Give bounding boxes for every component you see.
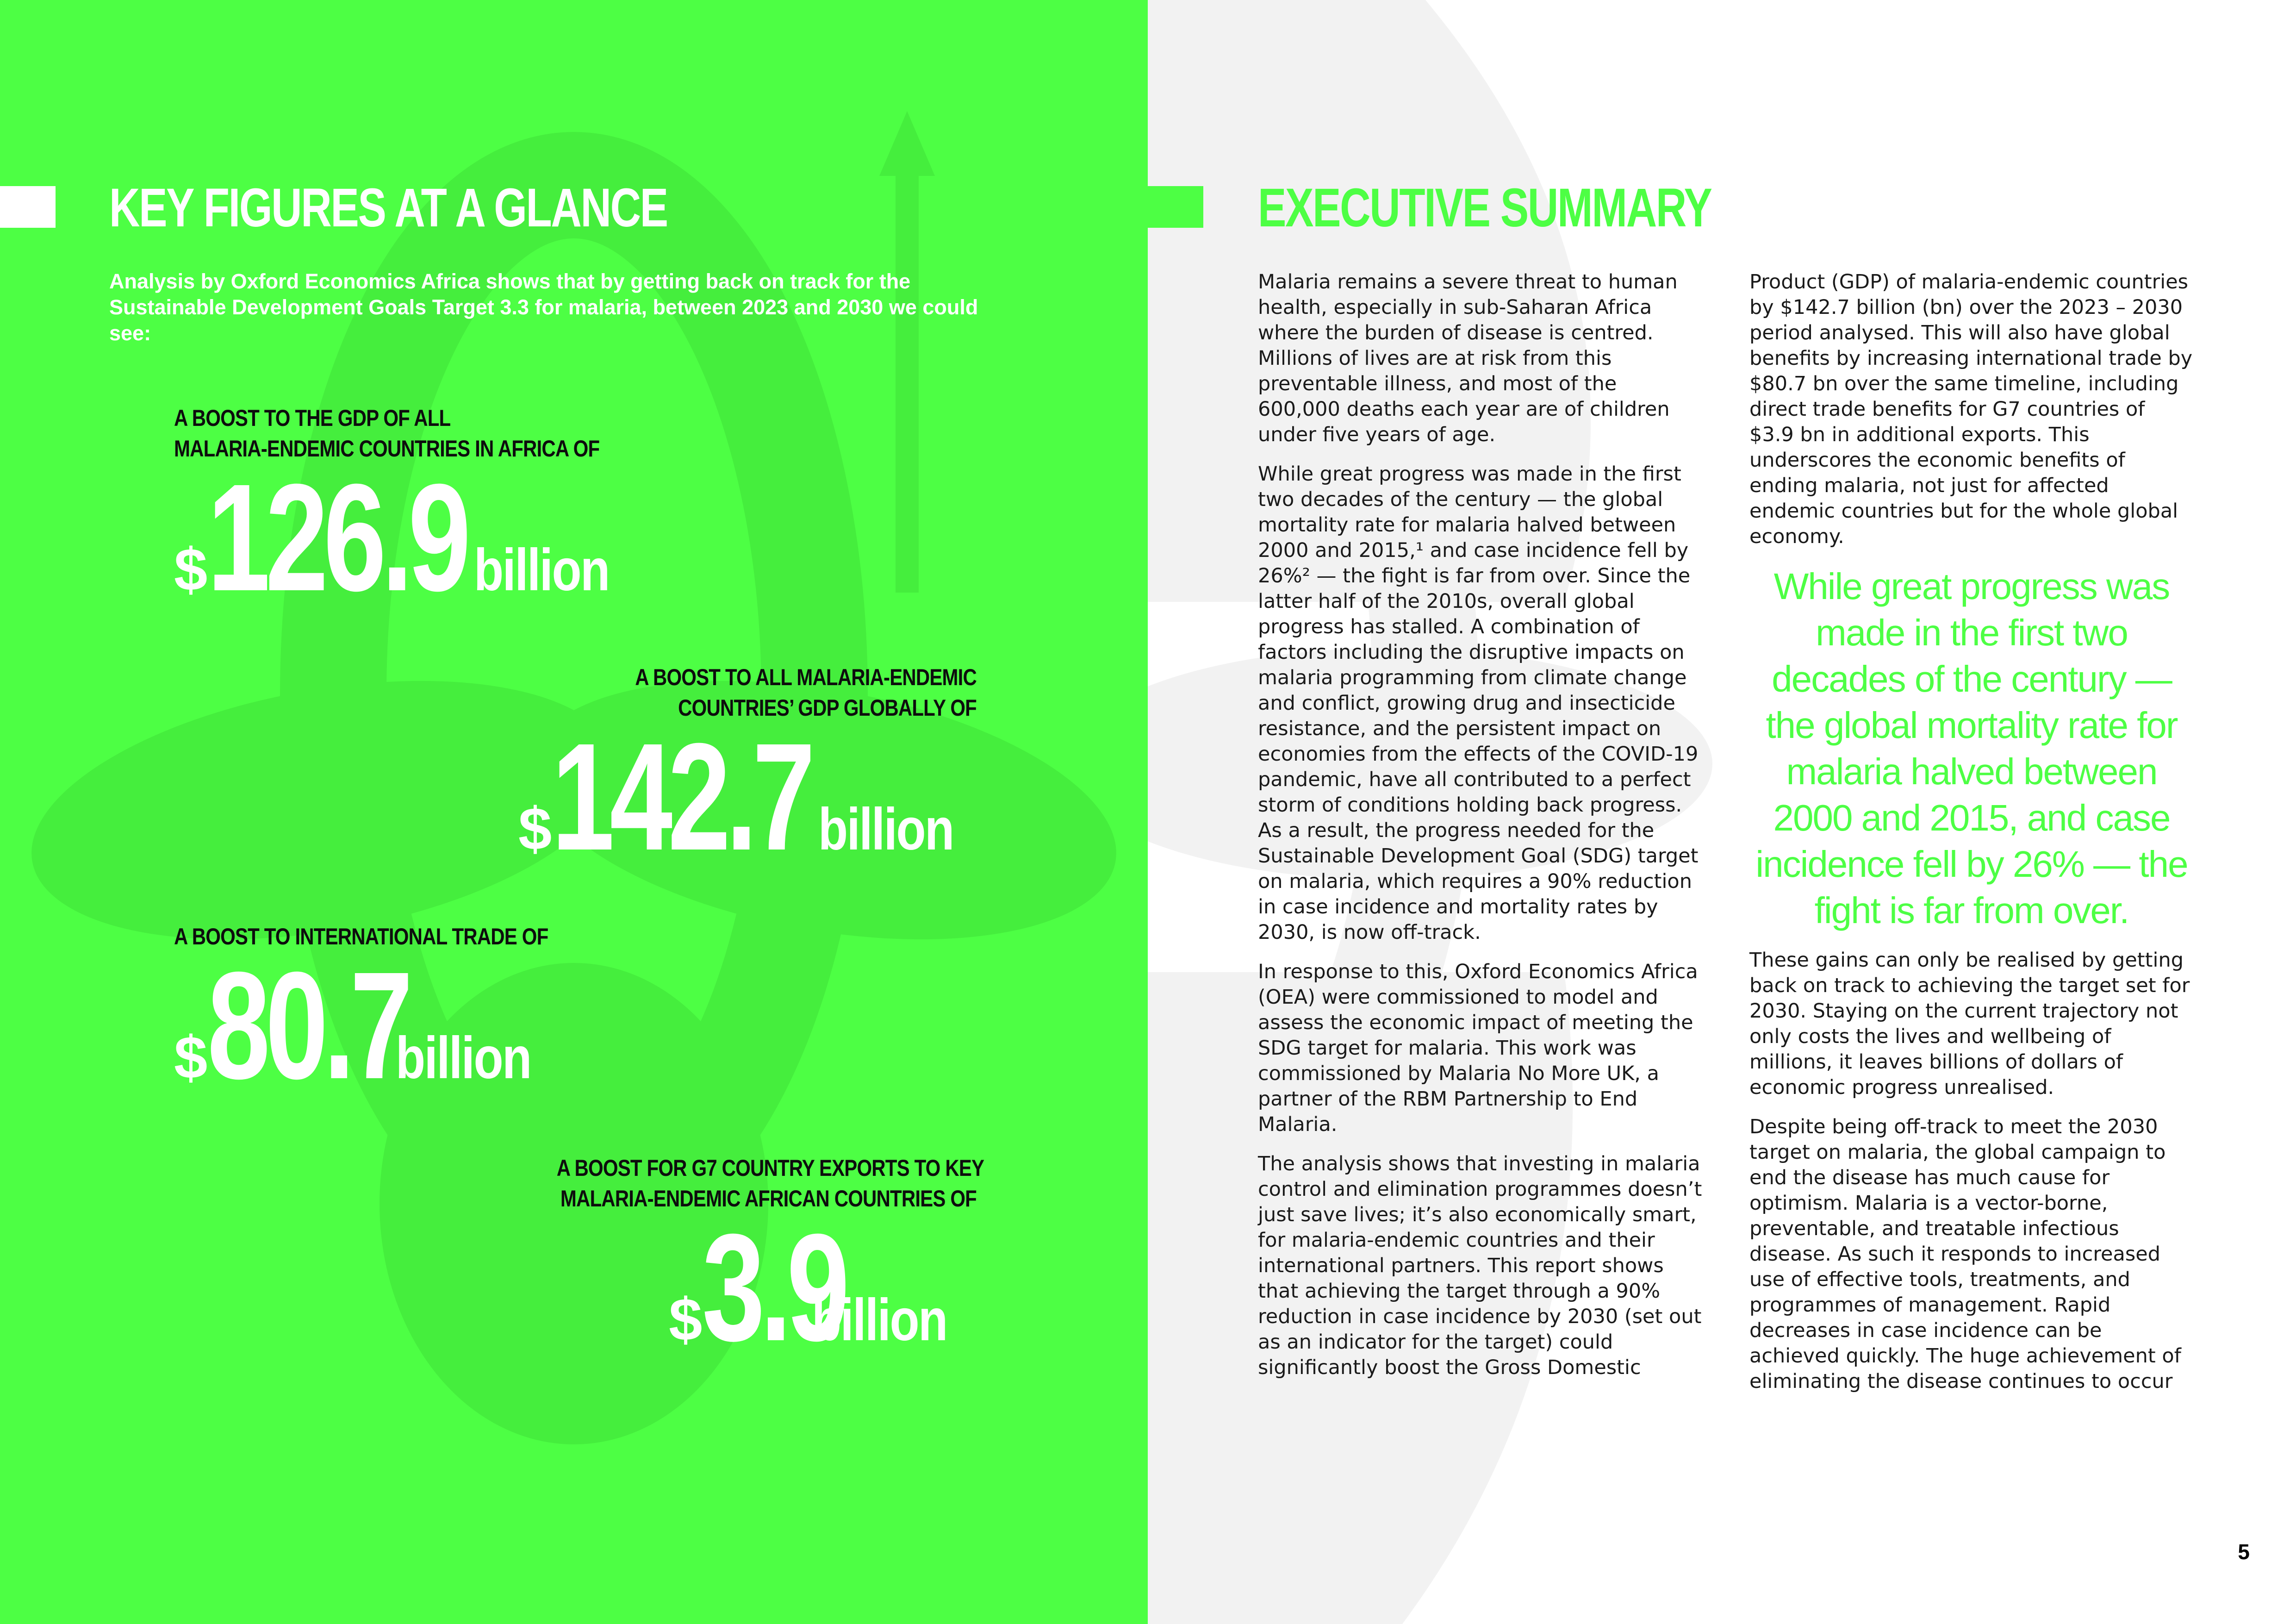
summary-paragraph: While great progress was made in the first two decades of the century — the global mortality rate for malaria halved between 2000 and 2015,¹ and case incidence fell by 26%² — the fight is far from over. Since the latter half of the 2010s, overall global progress has stalled. A combination of factors including the disruptive impacts on malaria programming from climate change and conflict, growing drug and insecticide resistance, and the persistent impact on economies from the effects of the COVID-19 pandemic, have all contributed to a perfect storm of conditions holding back progress. As a result, the progress needed for the Sustainable Development Goal (SDG) target on malaria, which requires a 90% reduction in case incidence and mortality rates by 2030, is now off-track. bbox=[1258, 462, 1699, 944]
key-figures-heading: KEY FIGURES AT A GLANCE bbox=[109, 177, 667, 238]
figure-unit: billion bbox=[812, 1287, 947, 1353]
section-marker-left bbox=[0, 186, 56, 228]
summary-paragraph: Malaria remains a severe threat to human health, especially in sub-Saharan Africa where the burden of disease is centred. Millions of lives are at risk from this preventable illness, and most of the 600,000 deaths each year are of children under five years of age. bbox=[1258, 270, 1678, 446]
figure-amount bbox=[477, 1202, 977, 1373]
figure-label: A BOOST FOR G7 COUNTRY EXPORTS TO KEY MALARIA-ENDEMIC AFRICAN COUNTRIES OF bbox=[556, 1155, 984, 1212]
figure-value: 80.7 bbox=[207, 940, 409, 1111]
figure-unit: billion bbox=[474, 537, 609, 603]
summary-paragraph: Product (GDP) of malaria-endemic countries by $142.7 billion (bn) over the 2023 – 2030 period analysed. This will also have global benefits by increasing international trade by $80.7 bn over the same timeline, including direct trade benefits for G7 countries of $3.9 bn in additional exports. This underscores the economic benefits of ending malaria, not just for affected endemic countries but for the whole global economy. bbox=[1749, 270, 2193, 548]
figure-label: A BOOST TO ALL MALARIA-ENDEMIC COUNTRIES’ GDP GLOBALLY OF bbox=[635, 664, 977, 721]
figure-amount bbox=[174, 940, 619, 1111]
figure-label: A BOOST TO INTERNATIONAL TRADE OF bbox=[174, 924, 548, 949]
figure-amount bbox=[477, 711, 977, 882]
currency-symbol: $ bbox=[174, 1024, 208, 1091]
currency-symbol: $ bbox=[518, 795, 552, 862]
key-figure-international-trade bbox=[174, 921, 619, 1111]
figure-value: 3.9 bbox=[702, 1202, 845, 1373]
figure-value: 126.9 bbox=[207, 452, 467, 623]
key-figure-global-gdp bbox=[477, 662, 977, 882]
currency-symbol: $ bbox=[669, 1286, 703, 1353]
summary-paragraph: In response to this, Oxford Economics Africa (OEA) were commissioned to model and assess the economic impact of meeting the SDG target for malaria. This work was commissioned by Malaria No More UK, a partner of the RBM Partnership to End Malaria. bbox=[1258, 960, 1698, 1136]
figure-unit: billion bbox=[818, 796, 953, 862]
pull-quote: While great progress was made in the first two decades of the century — the global mortality rate for malaria halved between 2000 and 2015, and case incidence fell by 26% — the fight is far from over. bbox=[1755, 566, 2188, 931]
summary-paragraph: Despite being off-track to meet the 2030 target on malaria, the global campaign to end the disease has much cause for optimism. Malaria is a vector-borne, preventable, and treatable infectious disease. As such it responds to increased use of effective tools, treatments, and programmes of management. Rapid decreases in case incidence can be achieved quickly. The huge achievement of eliminating the disease continues to occur bbox=[1749, 1115, 2181, 1393]
figure-unit: billion bbox=[395, 1025, 531, 1091]
currency-symbol: $ bbox=[174, 536, 208, 603]
summary-paragraph: The analysis shows that investing in malaria control and elimination programmes doesn’t just save lives; it’s also economically smart, for malaria-endemic countries and their international partners. This report shows that achieving the target through a 90% reduction in case incidence by 2030 (set out as an indicator for the target) could significantly boost the Gross Domestic bbox=[1258, 1152, 1702, 1379]
key-figure-africa-gdp bbox=[174, 403, 680, 623]
page-number: 5 bbox=[2238, 1540, 2250, 1564]
key-figures-intro: Analysis by Oxford Economics Africa shows that by getting back on track for the Sustainable Development Goals Target 3.3 for malaria, between 2023 and 2030 we could see: bbox=[109, 269, 978, 345]
summary-column-2 bbox=[1749, 269, 2194, 1408]
figure-amount bbox=[174, 452, 680, 623]
summary-column-1 bbox=[1258, 269, 1702, 1394]
key-figure-g7-exports bbox=[477, 1153, 984, 1373]
figure-value: 142.7 bbox=[552, 711, 811, 882]
figure-label: A BOOST TO THE GDP OF ALL MALARIA-ENDEMIC COUNTRIES IN AFRICA OF bbox=[174, 405, 600, 462]
summary-paragraph: These gains can only be realised by getting back on track to achieving the target set for 2030. Staying on the current trajectory not only costs the lives and wellbeing of millions, it leaves billions of dollars of economic progress unrealised. bbox=[1749, 949, 2190, 1099]
executive-summary-heading: EXECUTIVE SUMMARY bbox=[1258, 177, 1711, 238]
section-marker-right bbox=[1148, 186, 1203, 228]
